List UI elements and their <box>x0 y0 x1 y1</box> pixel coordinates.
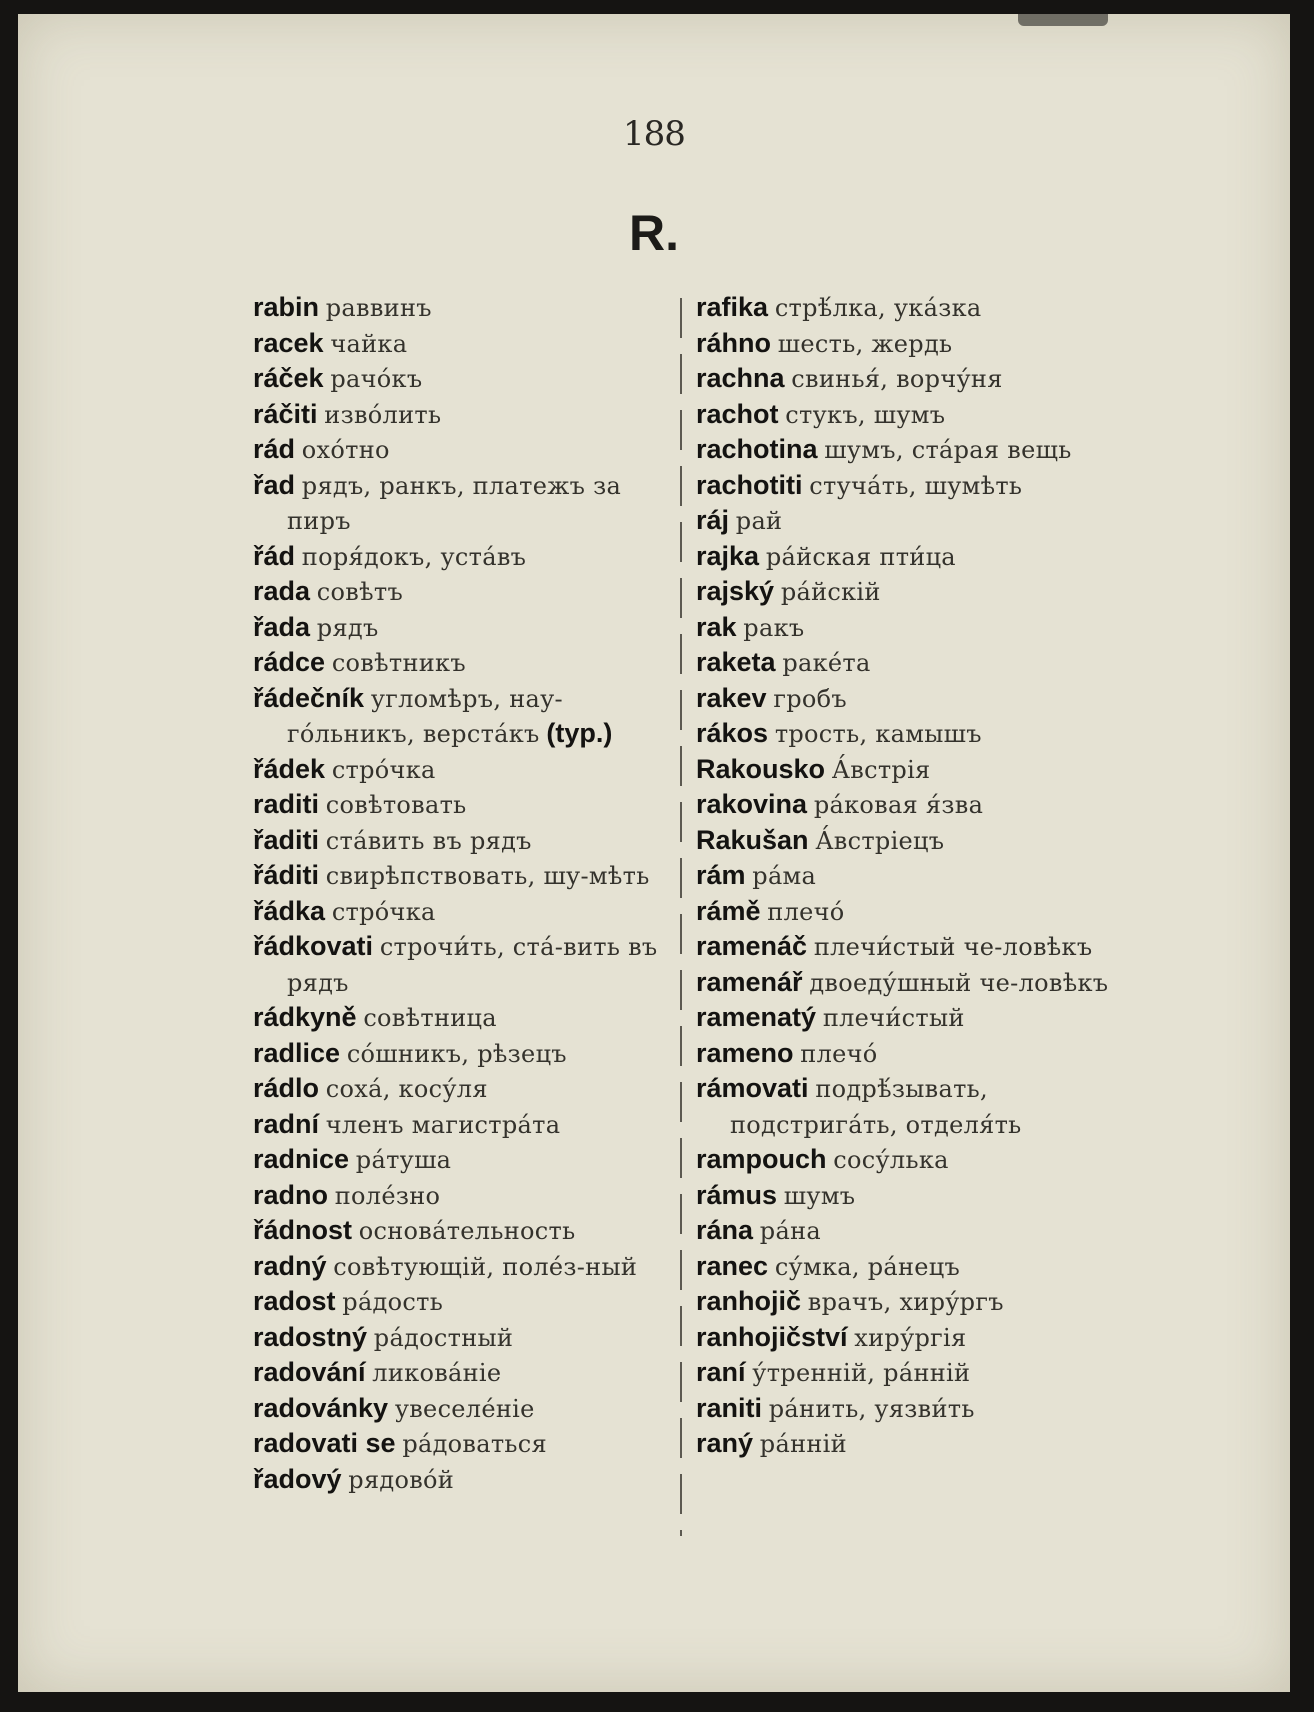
entry-headword: rádlo <box>253 1073 320 1103</box>
entry-translation: совѣтъ <box>316 578 404 606</box>
entry-headword: rafika <box>696 292 769 322</box>
dictionary-entry <box>696 539 1116 575</box>
entry-translation: двоеду́шный че-ловѣкъ <box>809 968 1109 997</box>
entry-translation: со́шникъ, рѣзецъ <box>346 1039 567 1068</box>
dictionary-entry <box>253 397 673 433</box>
entry-headword: raketa <box>696 647 776 677</box>
entry-translation: совѣтовать <box>325 791 467 819</box>
entry-headword: ramenáč <box>696 931 808 961</box>
entry-translation: А́встрія <box>831 755 931 784</box>
left-column <box>253 290 673 1497</box>
entry-headword: ráhno <box>696 327 772 358</box>
entry-headword: rád <box>253 434 296 464</box>
entry-translation: шесть, жердь <box>777 329 953 358</box>
entry-headword: řádkovati <box>253 931 374 961</box>
entry-translation: членъ магистра́та <box>325 1110 561 1139</box>
dictionary-entry <box>253 1391 673 1427</box>
right-column <box>696 290 1116 1462</box>
entry-headword: ráj <box>696 505 730 535</box>
entry-headword: ranec <box>696 1250 769 1281</box>
dictionary-entry <box>696 1178 1116 1214</box>
entry-translation: ра́йская пти́ца <box>765 542 956 571</box>
dictionary-entry <box>253 361 673 397</box>
entry-headword: radný <box>253 1250 327 1281</box>
entry-headword: řada <box>253 611 311 642</box>
dictionary-entry <box>253 1320 673 1356</box>
dictionary-entry <box>696 681 1116 717</box>
entry-translation: гробъ <box>773 684 847 713</box>
dictionary-entry <box>253 894 673 930</box>
dictionary-page <box>18 14 1290 1692</box>
entry-headword: řad <box>253 469 296 500</box>
entry-translation: ракъ <box>743 613 805 642</box>
entry-translation: основа́тельность <box>358 1217 576 1245</box>
entry-translation: строчи́ть, ста́-вить въ рядъ <box>287 933 658 997</box>
entry-translation: ста́вить въ рядъ <box>325 826 532 855</box>
entry-translation: ра́нній <box>759 1430 847 1458</box>
entry-translation: подрѣ́зывать, подстрига́ть, отделя́ть <box>730 1075 1022 1139</box>
dictionary-entry <box>696 1355 1116 1391</box>
entry-translation: свинья́, ворчу́ня <box>791 365 1003 393</box>
entry-translation: рядъ, ранкъ, платежъ за пиръ <box>287 471 622 535</box>
entry-headword: radno <box>253 1179 329 1210</box>
entry-translation: ра́доваться <box>402 1430 547 1458</box>
dictionary-entry <box>253 290 673 326</box>
entry-headword: řádka <box>253 895 326 926</box>
entry-headword: rajský <box>696 576 775 606</box>
entry-translation: у́тренній, ра́нній <box>752 1359 971 1387</box>
entry-translation: стрѣ́лка, ука́зка <box>774 294 982 322</box>
entry-translation: шумъ, ста́рая вещь <box>824 436 1072 464</box>
dictionary-entry <box>696 610 1116 646</box>
entry-translation: стукъ, шумъ <box>785 400 946 429</box>
dictionary-entry <box>253 929 673 1000</box>
dictionary-entry <box>253 681 673 752</box>
entry-translation: су́мка, ра́нецъ <box>774 1252 961 1281</box>
entry-headword: rámě <box>696 895 761 926</box>
entry-translation: ра́ковая я́зва <box>813 791 984 819</box>
dictionary-entry <box>253 1036 673 1072</box>
entry-headword: ráčiti <box>253 398 318 429</box>
dictionary-entry <box>696 432 1116 468</box>
entry-translation: совѣтникъ <box>331 649 466 677</box>
entry-headword: radnice <box>253 1144 350 1174</box>
dictionary-entry <box>696 1426 1116 1462</box>
dictionary-entry <box>253 1213 673 1249</box>
entry-translation: свирѣпствовать, шу-мѣть <box>325 862 650 890</box>
dictionary-entry <box>696 1284 1116 1320</box>
entry-headword: raní <box>696 1357 746 1387</box>
dictionary-entry <box>696 1036 1116 1072</box>
dictionary-entry <box>696 752 1116 788</box>
entry-headword: radost <box>253 1286 336 1316</box>
entry-translation: плечи́стый <box>822 1004 965 1032</box>
entry-translation: ра́туша <box>355 1146 452 1174</box>
dictionary-entry <box>696 1249 1116 1285</box>
entry-headword: raditi <box>253 789 320 819</box>
entry-headword: raniti <box>696 1392 763 1423</box>
dictionary-entry <box>253 1000 673 1036</box>
entry-headword: rádkyně <box>253 1002 357 1032</box>
entry-translation: совѣтница <box>363 1004 497 1032</box>
entry-headword: radovánky <box>253 1392 389 1423</box>
entry-usage-note: (typ.) <box>546 718 613 748</box>
entry-headword: ranhojič <box>696 1286 802 1316</box>
dictionary-entry <box>696 1320 1116 1356</box>
dictionary-entry <box>696 468 1116 504</box>
entry-translation: совѣтующій, поле́з-ный <box>333 1252 638 1281</box>
entry-translation: охо́тно <box>301 436 390 464</box>
page-number: 188 <box>623 114 685 154</box>
entry-headword: ranhojičství <box>696 1321 848 1352</box>
entry-translation: хиру́ргія <box>854 1323 967 1352</box>
entry-translation: рачо́къ <box>330 365 423 393</box>
entry-translation: ликова́ніе <box>372 1359 502 1387</box>
entry-headword: rabin <box>253 292 320 322</box>
dictionary-entry <box>696 929 1116 965</box>
entry-headword: řádnost <box>253 1215 353 1245</box>
entry-headword: raný <box>696 1428 754 1458</box>
entry-translation: плечо́ <box>767 897 845 926</box>
entry-translation: стуча́ть, шумѣть <box>809 471 1023 500</box>
entry-headword: ramenatý <box>696 1002 817 1032</box>
entry-translation: стро́чка <box>331 897 436 926</box>
entry-headword: rampouch <box>696 1144 827 1174</box>
dictionary-entry <box>696 858 1116 894</box>
dictionary-entry <box>696 1071 1116 1142</box>
dictionary-entry <box>696 290 1116 326</box>
dictionary-entry <box>253 1178 673 1214</box>
entry-translation: поле́зно <box>334 1181 441 1210</box>
dictionary-entry <box>253 858 673 894</box>
entry-translation: плечо́ <box>800 1039 878 1068</box>
dictionary-entry <box>696 574 1116 610</box>
dictionary-entry <box>253 823 673 859</box>
entry-translation: ра́на <box>759 1217 821 1245</box>
dictionary-entry <box>253 610 673 646</box>
entry-headword: rachotina <box>696 434 818 464</box>
entry-headword: rachot <box>696 398 779 429</box>
entry-translation: рядъ <box>316 613 379 642</box>
entry-translation: рай <box>735 507 783 535</box>
entry-translation: изво́лить <box>324 400 442 429</box>
dictionary-entry <box>696 397 1116 433</box>
dictionary-entry <box>253 1284 673 1320</box>
entry-translation: ра́ма <box>752 862 817 890</box>
entry-translation: ра́дость <box>342 1288 444 1316</box>
entry-headword: radostný <box>253 1321 368 1352</box>
entry-headword: racek <box>253 327 324 358</box>
entry-headword: rákos <box>696 718 769 748</box>
entry-headword: řád <box>253 540 296 571</box>
dictionary-entry <box>253 432 673 468</box>
dictionary-entry <box>253 1071 673 1107</box>
entry-translation: ра́нить, уязви́ть <box>768 1394 975 1423</box>
entry-translation: стро́чка <box>331 755 436 784</box>
dictionary-entry <box>253 787 673 823</box>
entry-headword: rámovati <box>696 1073 809 1103</box>
dictionary-entry <box>253 1426 673 1462</box>
entry-headword: ramenář <box>696 966 803 997</box>
dictionary-entry <box>253 1249 673 1285</box>
dictionary-entry <box>696 326 1116 362</box>
entry-translation: раввинъ <box>325 294 432 322</box>
page-edge-mark <box>1018 14 1108 26</box>
entry-translation: увеселе́ніе <box>394 1394 535 1423</box>
dictionary-entry <box>696 894 1116 930</box>
entry-headword: Rakousko <box>696 753 826 784</box>
section-letter: R. <box>629 205 679 261</box>
entry-headword: radlice <box>253 1037 341 1068</box>
entry-headword: rádce <box>253 647 326 677</box>
entry-headword: rak <box>696 611 737 642</box>
dictionary-entry <box>253 1462 673 1498</box>
entry-headword: rámus <box>696 1179 778 1210</box>
dictionary-entry <box>253 574 673 610</box>
entry-translation: раке́та <box>782 649 871 677</box>
entry-headword: řadový <box>253 1463 342 1494</box>
entry-headword: Rakušan <box>696 824 809 855</box>
entry-headword: rám <box>696 860 746 890</box>
entry-headword: rajka <box>696 540 760 571</box>
entry-headword: řaditi <box>253 824 320 855</box>
dictionary-entry <box>253 326 673 362</box>
entry-headword: rachna <box>696 363 785 393</box>
dictionary-entry <box>696 823 1116 859</box>
entry-translation: поря́докъ, уста́въ <box>301 542 527 571</box>
dictionary-entry <box>696 716 1116 752</box>
dictionary-entry <box>253 539 673 575</box>
entry-headword: řádečník <box>253 682 365 713</box>
dictionary-entry <box>696 1391 1116 1427</box>
entry-headword: rakev <box>696 682 767 713</box>
entry-headword: rachotiti <box>696 469 803 500</box>
entry-headword: rada <box>253 576 311 606</box>
dictionary-entry <box>253 752 673 788</box>
entry-translation: сосу́лька <box>833 1146 949 1174</box>
dictionary-entry <box>696 645 1116 681</box>
dictionary-entry <box>696 1213 1116 1249</box>
dictionary-entry <box>696 1000 1116 1036</box>
entry-headword: radovati se <box>253 1428 396 1458</box>
dictionary-entry <box>696 503 1116 539</box>
entry-headword: rameno <box>696 1037 794 1068</box>
entry-headword: radování <box>253 1357 366 1387</box>
dictionary-entry <box>253 645 673 681</box>
entry-translation: трость, камышъ <box>774 720 982 748</box>
entry-translation: плечи́стый че-ловѣкъ <box>813 933 1093 961</box>
entry-translation: ра́достный <box>373 1323 514 1352</box>
entry-headword: řáditi <box>253 860 320 890</box>
dictionary-entry <box>696 965 1116 1001</box>
entry-headword: řádek <box>253 753 326 784</box>
entry-headword: ráček <box>253 363 324 393</box>
entry-translation: шумъ <box>783 1181 856 1210</box>
dictionary-entry <box>696 1142 1116 1178</box>
entry-translation: чайка <box>330 329 408 358</box>
dictionary-entry <box>253 468 673 539</box>
entry-translation: рядово́й <box>348 1465 455 1494</box>
entry-translation: соха́, косу́ля <box>325 1075 488 1103</box>
entry-headword: radní <box>253 1108 320 1139</box>
dictionary-entry <box>253 1142 673 1178</box>
entry-translation: угломѣръ, нау-го́льникъ, верста́къ <box>287 684 563 748</box>
dictionary-entry <box>253 1355 673 1391</box>
column-divider <box>680 298 682 1536</box>
dictionary-entry <box>253 1107 673 1143</box>
entry-headword: rána <box>696 1215 754 1245</box>
dictionary-entry <box>696 361 1116 397</box>
entry-headword: rakovina <box>696 789 808 819</box>
entry-translation: ра́йскій <box>780 578 881 606</box>
entry-translation: А́встріецъ <box>815 826 945 855</box>
entry-translation: врачъ, хиру́ргъ <box>807 1288 1004 1316</box>
dictionary-entry <box>696 787 1116 823</box>
